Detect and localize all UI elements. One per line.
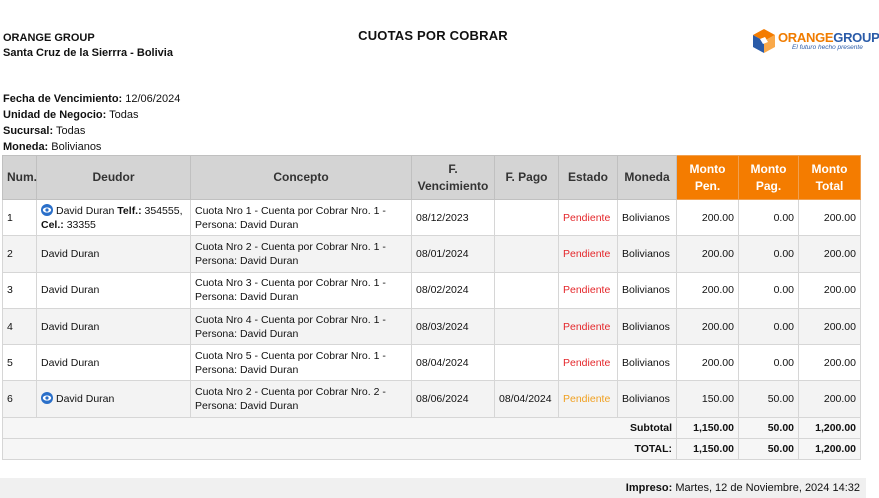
cell-f-vencimiento: 08/06/2024 [412,381,495,417]
subtotal-row [3,417,861,438]
cell-f-vencimiento: 08/02/2024 [412,272,495,308]
subtotal-pag: 50.00 [739,417,799,438]
company-name: ORANGE GROUP [3,32,95,44]
cell-moneda: Bolivianos [618,200,677,236]
filter-moneda: Moneda: Bolivianos [3,141,102,153]
table-row [3,381,861,417]
cell-f-vencimiento: 08/01/2024 [412,236,495,272]
cell-deudor: David Duran [37,381,191,417]
total-row [3,438,861,459]
col-f-pago[interactable]: F. Pago [495,156,559,200]
cell-monto-total: 200.00 [799,345,861,381]
col-f-vencimiento[interactable]: F. Vencimiento [412,156,495,200]
cell-f-pago [495,272,559,308]
cell-concepto: Cuota Nro 1 - Cuenta por Cobrar Nro. 1 - Persona: David Duran [191,200,412,236]
cell-f-vencimiento: 08/03/2024 [412,308,495,344]
logo-wordmark: ORANGEGROUP [778,30,879,45]
total-pag: 50.00 [739,438,799,459]
report-filters [3,91,180,155]
cell-estado: Pendiente [559,236,618,272]
cell-estado: Pendiente [559,345,618,381]
eye-icon[interactable] [41,204,53,216]
col-monto-pag[interactable]: Monto Pag. [739,156,799,200]
cell-f-pago [495,200,559,236]
cell-monto-pag: 0.00 [739,236,799,272]
table-row [3,345,861,381]
table-row [3,200,861,236]
cell-num: 5 [3,345,37,381]
cell-moneda: Bolivianos [618,308,677,344]
total-pen: 1,150.00 [677,438,739,459]
cell-moneda: Bolivianos [618,345,677,381]
cell-deudor: David Duran Telf.: 354555, Cel.: 33355 [37,200,191,236]
cell-monto-pen: 200.00 [677,308,739,344]
cell-concepto: Cuota Nro 2 - Cuenta por Cobrar Nro. 1 - Persona: David Duran [191,236,412,272]
eye-icon[interactable] [41,392,53,404]
cell-f-pago [495,345,559,381]
report-header [0,0,879,90]
cell-monto-pen: 200.00 [677,236,739,272]
col-estado[interactable]: Estado [559,156,618,200]
cell-monto-pag: 0.00 [739,308,799,344]
subtotal-total: 1,200.00 [799,417,861,438]
cell-monto-pag: 0.00 [739,345,799,381]
cell-concepto: Cuota Nro 5 - Cuenta por Cobrar Nro. 1 - Persona: David Duran [191,345,412,381]
logo-tagline: El futuro hecho presente [792,44,863,51]
col-deudor[interactable]: Deudor [37,156,191,200]
cell-f-pago [495,236,559,272]
cell-concepto: Cuota Nro 3 - Cuenta por Cobrar Nro. 1 - Persona: David Duran [191,272,412,308]
col-monto-pen[interactable]: Monto Pen. [677,156,739,200]
cell-f-pago: 08/04/2024 [495,381,559,417]
logo-cube-icon [752,28,776,54]
cell-monto-total: 200.00 [799,308,861,344]
company-logo [752,28,879,58]
cell-f-vencimiento: 08/04/2024 [412,345,495,381]
cell-estado: Pendiente [559,381,618,417]
col-num[interactable]: Num. [3,156,37,200]
cell-num: 6 [3,381,37,417]
col-monto-total[interactable]: Monto Total [799,156,861,200]
cell-concepto: Cuota Nro 4 - Cuenta por Cobrar Nro. 1 - Persona: David Duran [191,308,412,344]
cell-moneda: Bolivianos [618,272,677,308]
cell-monto-pag: 50.00 [739,381,799,417]
total-label: TOTAL: [3,438,677,459]
printed-timestamp: Impreso: Martes, 12 de Noviembre, 2024 14:32 [625,482,860,494]
cell-monto-pen: 200.00 [677,272,739,308]
cell-f-pago [495,308,559,344]
cell-monto-pag: 0.00 [739,200,799,236]
table-row [3,272,861,308]
cell-estado: Pendiente [559,200,618,236]
report-title: CUOTAS POR COBRAR [358,28,508,43]
filter-sucursal: Sucursal: Todas [3,125,86,137]
cell-num: 3 [3,272,37,308]
cell-deudor: David Duran [37,345,191,381]
table-header-row [3,156,861,200]
table-row [3,236,861,272]
cell-moneda: Bolivianos [618,381,677,417]
cell-monto-pen: 200.00 [677,200,739,236]
cell-monto-pen: 150.00 [677,381,739,417]
subtotal-label: Subtotal [3,417,677,438]
col-concepto[interactable]: Concepto [191,156,412,200]
cell-f-vencimiento: 08/12/2023 [412,200,495,236]
cell-deudor: David Duran [37,236,191,272]
cell-concepto: Cuota Nro 2 - Cuenta por Cobrar Nro. 2 - Persona: David Duran [191,381,412,417]
cell-moneda: Bolivianos [618,236,677,272]
col-moneda[interactable]: Moneda [618,156,677,200]
table-row [3,308,861,344]
cell-deudor: David Duran [37,272,191,308]
subtotal-pen: 1,150.00 [677,417,739,438]
cuotas-table [2,155,861,460]
filter-unidad: Unidad de Negocio: Todas [3,109,139,121]
company-location: Santa Cruz de la Sierrra - Bolivia [3,47,173,59]
total-total: 1,200.00 [799,438,861,459]
cell-monto-total: 200.00 [799,236,861,272]
cell-num: 4 [3,308,37,344]
cell-monto-total: 200.00 [799,381,861,417]
cell-monto-total: 200.00 [799,272,861,308]
cell-monto-total: 200.00 [799,200,861,236]
cell-deudor: David Duran [37,308,191,344]
filter-vencimiento: Fecha de Vencimiento: 12/06/2024 [3,93,181,105]
cell-num: 2 [3,236,37,272]
cell-monto-pag: 0.00 [739,272,799,308]
cell-estado: Pendiente [559,308,618,344]
cell-num: 1 [3,200,37,236]
cell-estado: Pendiente [559,272,618,308]
cell-monto-pen: 200.00 [677,345,739,381]
